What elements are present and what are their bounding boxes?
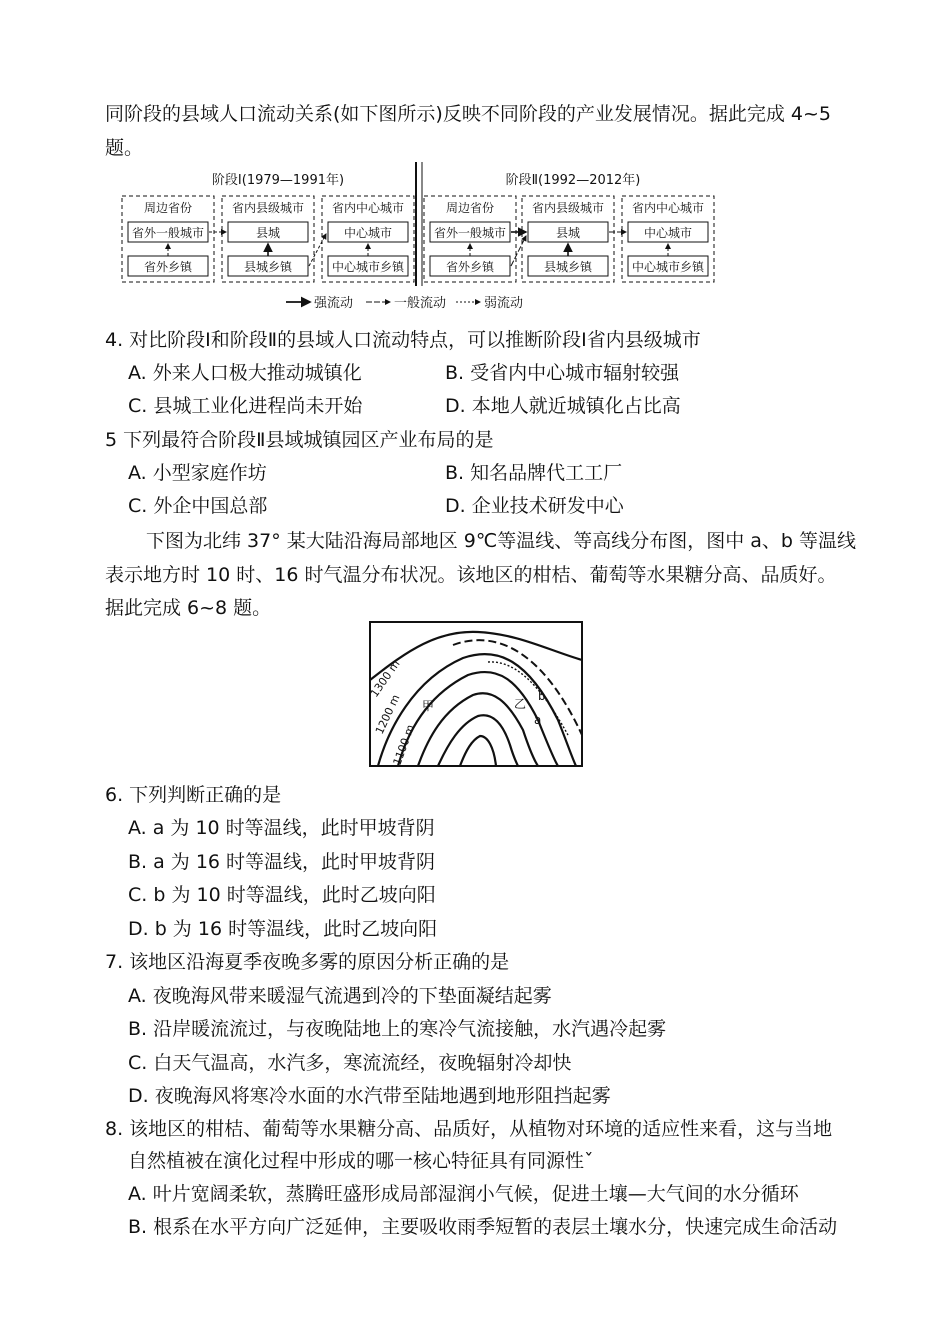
intro-line-2: 题。 bbox=[105, 137, 144, 159]
passage2-line-3: 据此完成 6~8 题。 bbox=[105, 597, 272, 619]
s1-bottom-3: 中心城市乡镇 bbox=[331, 260, 405, 274]
contour-label-1200: 1200 m bbox=[372, 692, 403, 737]
isotherm-label-b: a bbox=[534, 713, 542, 727]
q5-stem: 5 下列最符合阶段Ⅱ县域城镇园区产业布局的是 bbox=[105, 429, 494, 451]
s2-group-2: 省内县级城市 bbox=[531, 201, 605, 215]
legend-normal: 一般流动 bbox=[394, 296, 447, 311]
s2-bottom-3: 中心城市乡镇 bbox=[631, 260, 705, 274]
s1-top-3: 中心城市 bbox=[343, 226, 393, 240]
q4-option-a: A. 外来人口极大推动城镇化 bbox=[128, 362, 362, 384]
q6-stem: 6. 下列判断正确的是 bbox=[105, 784, 282, 806]
q7-option-d: D. 夜晚海风将寒冷水面的水汽带至陆地遇到地形阻挡起雾 bbox=[128, 1085, 611, 1107]
intro-line-1: 同阶段的县域人口流动关系(如下图所示)反映不同阶段的产业发展情况。据此完成 4~5 bbox=[105, 103, 831, 125]
q6-option-d: D. b 为 16 时等温线，此时乙坡向阳 bbox=[128, 918, 438, 940]
s1-bottom-2: 县城乡镇 bbox=[243, 260, 293, 274]
contour-label-1100: 1100 m bbox=[390, 722, 418, 768]
s2-top-1: 省外一般城市 bbox=[433, 226, 507, 240]
q4-option-c: C. 县城工业化进程尚未开始 bbox=[128, 395, 363, 417]
s2-top-2: 县城 bbox=[555, 226, 581, 240]
q8-option-a: A. 叶片宽阔柔软，蒸腾旺盛形成局部湿润小气候，促进土壤—大气间的水分循环 bbox=[128, 1183, 799, 1205]
s1-group-1: 周边省份 bbox=[143, 201, 193, 215]
passage2-line-1: 下图为北纬 37° 某大陆沿海局部地区 9℃等温线、等高线分布图，图中 a、b 等温线 bbox=[146, 530, 857, 552]
q8-stem-line-2: 自然植被在演化过程中形成的哪一核心特征具有同源性ˇ bbox=[128, 1150, 594, 1172]
s1-group-2: 省内县级城市 bbox=[231, 201, 305, 215]
q6-option-b: B. a 为 16 时等温线，此时甲坡背阴 bbox=[128, 851, 436, 873]
q5-option-a: A. 小型家庭作坊 bbox=[128, 462, 267, 484]
s1-bottom-1: 省外乡镇 bbox=[143, 260, 193, 274]
passage2-line-2: 表示地方时 10 时、16 时气温分布状况。该地区的柑桔、葡萄等水果糖分高、品质好。 bbox=[105, 564, 837, 586]
contour-isotherm-map bbox=[368, 620, 586, 770]
q6-option-c: C. b 为 10 时等温线，此时乙坡向阳 bbox=[128, 884, 436, 906]
s2-top-3: 中心城市 bbox=[643, 226, 693, 240]
q7-option-b: B. 沿岸暖流流过，与夜晚陆地上的寒冷气流接触，水汽遇冷起雾 bbox=[128, 1018, 667, 1040]
legend-strong: 强流动 bbox=[314, 296, 354, 311]
q4-stem: 4. 对比阶段Ⅰ和阶段Ⅱ的县域人口流动特点，可以推断阶段Ⅰ省内县级城市 bbox=[105, 329, 701, 351]
s1-top-2: 县城 bbox=[255, 226, 281, 240]
q8-stem-line-1: 8. 该地区的柑桔、葡萄等水果糖分高、品质好，从植物对环境的适应性来看，这与当地 bbox=[105, 1118, 833, 1140]
s2-bottom-1: 省外乡镇 bbox=[445, 260, 495, 274]
q4-option-b: B. 受省内中心城市辐射较强 bbox=[445, 362, 680, 384]
q7-option-a: A. 夜晚海风带来暖湿气流遇到冷的下垫面凝结起雾 bbox=[128, 985, 552, 1007]
q5-option-c: C. 外企中国总部 bbox=[128, 495, 268, 517]
contour-label-1300: 1300 m bbox=[368, 657, 403, 700]
s2-group-1: 周边省份 bbox=[445, 201, 495, 215]
stage1-groups bbox=[122, 196, 414, 282]
stage2-title: 阶段Ⅱ(1992—2012年) bbox=[505, 173, 641, 188]
q5-option-d: D. 企业技术研发中心 bbox=[445, 495, 624, 517]
q6-option-a: A. a 为 10 时等温线，此时甲坡背阴 bbox=[128, 817, 435, 839]
slope-label-yi: 乙 bbox=[514, 697, 527, 711]
s1-group-3: 省内中心城市 bbox=[331, 201, 405, 215]
s1-top-1: 省外一般城市 bbox=[131, 226, 205, 240]
q5-option-b: B. 知名品牌代工工厂 bbox=[445, 462, 623, 484]
q7-stem: 7. 该地区沿海夏季夜晚多雾的原因分析正确的是 bbox=[105, 951, 510, 973]
isotherm-label-a: b bbox=[538, 689, 546, 703]
slope-label-jia: 甲 bbox=[422, 699, 435, 713]
q7-option-c: C. 白天气温高，水汽多，寒流流经，夜晚辐射冷却快 bbox=[128, 1052, 572, 1074]
s2-bottom-2: 县城乡镇 bbox=[543, 260, 593, 274]
flow-legend bbox=[286, 295, 523, 311]
q8-option-b: B. 根系在水平方向广泛延伸，主要吸收雨季短暂的表层土壤水分，快速完成生命活动 bbox=[128, 1216, 838, 1238]
stage2-groups bbox=[424, 196, 714, 282]
legend-weak: 弱流动 bbox=[484, 296, 524, 311]
stage1-title: 阶段Ⅰ(1979—1991年) bbox=[211, 173, 345, 188]
population-flow-diagram bbox=[118, 160, 730, 320]
s2-group-3: 省内中心城市 bbox=[631, 201, 705, 215]
q4-option-d: D. 本地人就近城镇化占比高 bbox=[445, 395, 681, 417]
